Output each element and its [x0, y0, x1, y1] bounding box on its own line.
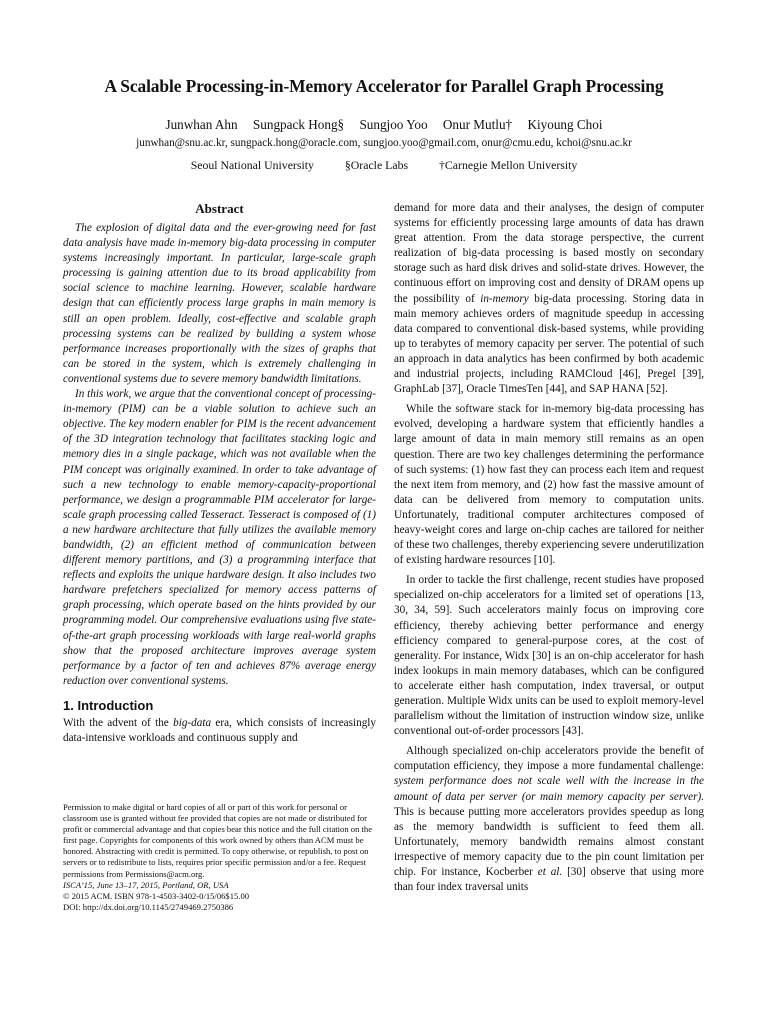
copyright-line: © 2015 ACM. ISBN 978-1-4503-3402-0/15/06$15.00 — [63, 890, 250, 901]
author-emails: junwhan@snu.ac.kr, sungpack.hong@oracle.com, sungjoo.yoo@gmail.com, onur@cmu.edu, kchoi@snu.ac.kr — [136, 137, 632, 149]
text-run: era, which consists of increasingly data-intensive workloads and continuous supply and — [63, 717, 376, 745]
copyright-footnote — [63, 802, 376, 913]
doi-line: DOI: http://dx.doi.org/10.1145/2749469.2750386 — [63, 901, 234, 912]
abstract-paragraph: In this work, we argue that the conventional concept of processing-in-memory (PIM) can be a viable solution to achieve such an objective. The key modern enabler for PIM is the recent advancement of the 3D integration technology that facilitates stacking logic and memory dies in a single package, which was not available when the PIM concept was originally examined. In order to take advantage of such a new technology to enable memory-capacity-proportional performance, we design a programmable PIM accelerator for large-scale graph processing called Tesseract. Tesseract is composed of (1) a new hardware architecture that fully utilizes the available memory bandwidth, (2) an efficient method of communication between different memory partitions, and (3) a programming interface that reflects and exploits the unique hardware design. It also includes two hardware prefetchers specialized for memory access patterns of graph processing, which operate based on the hints provided by our programming model. Our comprehensive evaluations using five state-of-the-art graph processing workloads with large real-world graphs show that the proposed architecture improves average system performance by a factor of ten and achieves 87% average energy reduction over conventional systems. — [63, 388, 376, 687]
abstract-paragraph: The explosion of digital data and the ever-growing need for fast data analysis have made in-memory big-data processing in computer systems increasingly important. In particular, large-scale graph processing is gaining attention due to its broad applicability from social science to machine learning. However, scalable hardware design that can efficiently process large graphs in main memory is still an open problem. Ideally, cost-effective and scalable graph processing systems can be realized by building a system whose performance increases proportionally with the sizes of graphs that can be stored in the system, which is extremely challenging in conventional systems due to severe memory bandwidth limitations. — [63, 222, 376, 385]
body-paragraph: While the software stack for in-memory big-data processing has evolved, developing a hardware system that efficiently handles a large amount of data in main memory still remains as an open question. There are two key challenges determining the performance of such systems: (1) how fast they can process each item and request the next item from memory, and (2) how fast the massive amount of data can be delivered from memory to computation units. Unfortunately, traditional computer architectures composed of heavy-weight cores and large on-chip caches are tailored for neither of these two challenges, thereby experiencing severe underutilization of existing hardware resources [10]. — [394, 403, 704, 567]
text-run: demand for more data and their analyses, the design of computer systems for efficiently processing large amounts of data has drawn great attention. From the data storage perspective, the current realization of big-data processing is based mostly on secondary storage such as hard disk drives and solid-state drives. However, the continuous effort on improving cost and density of DRAM opens up the possibility of — [394, 202, 704, 305]
text-run: This is because putting more accelerators provides speedup as long as the memory bandwidth is sufficient to feed them all. Unfortunately, memory bandwidth remains almost constant irrespective of memory capacity due to the pin count limitation per chip. For instance, Kocberber — [394, 805, 704, 879]
venue-line: ISCA’15, June 13–17, 2015, Portland, OR, USA — [63, 879, 229, 890]
affiliations — [0, 158, 768, 173]
affiliation: §Oracle Labs — [344, 158, 409, 172]
author-name: Onur Mutlu† — [442, 117, 513, 132]
emphasis-text: et al. — [537, 866, 563, 879]
paper-title: A Scalable Processing-in-Memory Accelerator for Parallel Graph Processing — [104, 76, 664, 96]
abstract-heading: Abstract — [195, 201, 244, 216]
body-paragraph — [394, 744, 704, 895]
author-name: Kiyoung Choi — [527, 117, 603, 132]
section-heading-introduction: 1. Introduction — [63, 697, 154, 713]
affiliation: †Carnegie Mellon University — [439, 158, 578, 172]
text-run: With the advent of the — [63, 717, 174, 729]
body-paragraph: In order to tackle the first challenge, recent studies have proposed specialized on-chip accelerators for a limited set of operations [13, 30, 34, 59]. Such accelerators mainly focus on improving core efficiency, thereby achieving better performance and energy efficiency compared to general-purpose cores, at the cost of generality. For instance, Widx [30] is an on-chip accelerator for hash index lookups in main memory databases, which can be configured to accelerate either hash computation, index traversal, or output generation. Multiple Widx units can be used to exploit memory-level parallelism without the limitation of instruction window size, unlike conventional out-of-order processors [43]. — [394, 574, 704, 738]
text-run: Although specialized on-chip accelerators provide the benefit of computation efficiency, they impose a more fundamental challenge: — [394, 745, 704, 773]
text-run: big-data processing. Storing data in main memory achieves orders of magnitude speedup in accessing data compared to conventional disk-based systems, while providing up to terabytes of memory capacity per server. The potential of such an approach in data analytics has been confirmed by both academic and industrial projects, including RAMCloud [46], Pregel [39], GraphLab [37], Oracle TimesTen [44], and SAP HANA [52]. — [394, 292, 704, 396]
right-column — [394, 201, 704, 895]
body-paragraph — [394, 201, 704, 397]
author-name: Junwhan Ahn — [165, 117, 238, 132]
left-column — [63, 201, 376, 746]
permission-notice: Permission to make digital or hard copies of all or part of this work for personal or classroom use is granted without fee provided that copies are not made or distributed for profit or commercial advantage and that copies bear this notice and the full citation on the first page. Copyrights for components of this work owned by others than ACM must be honored. Abstracting with credit is permitted. To copy otherwise, or republish, to post on servers or to redistribute to lists, requires prior specific permission and/or a fee. Request permissions from Permissions@acm.org. — [63, 802, 373, 879]
intro-paragraph — [63, 716, 376, 746]
emphasis-text: system performance does not scale well with the increase in the amount of data per server (or main memory capacity per server). — [394, 775, 704, 803]
emphasis-text: in-memory — [480, 292, 529, 305]
author-name: Sungjoo Yoo — [359, 117, 428, 132]
affiliation: Seoul National University — [190, 158, 314, 172]
text-run: [30] observe that using more than four index traversal units — [394, 866, 704, 894]
emphasis-text: big-data — [173, 717, 212, 729]
author-list — [0, 117, 768, 133]
author-name: Sungpack Hong§ — [252, 117, 345, 132]
